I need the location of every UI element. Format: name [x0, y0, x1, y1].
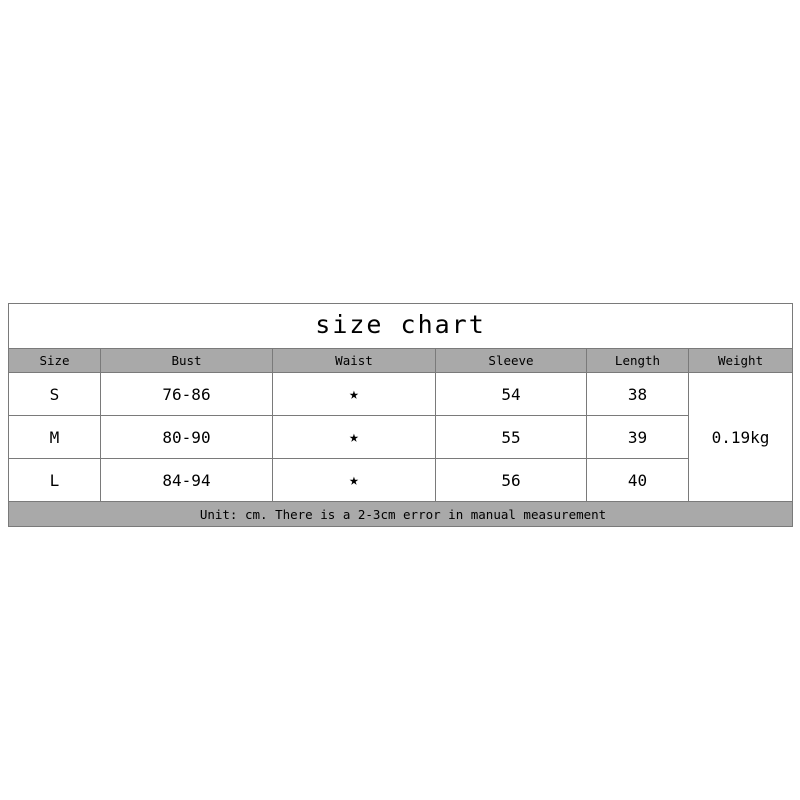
- cell-waist-star-icon: ★: [273, 459, 436, 502]
- table-row: [9, 416, 793, 459]
- table-row: [9, 459, 793, 502]
- chart-title: size chart: [9, 304, 793, 349]
- table-header-row: [9, 349, 793, 373]
- measurement-note: Unit: cm. There is a 2-3cm error in manual measurement: [9, 502, 793, 527]
- cell-waist-star-icon: ★: [273, 416, 436, 459]
- column-header-weight: Weight: [689, 349, 793, 373]
- cell-bust: 76-86: [101, 373, 273, 416]
- column-header-length: Length: [587, 349, 689, 373]
- cell-length: 38: [587, 373, 689, 416]
- column-header-sleeve: Sleeve: [436, 349, 587, 373]
- size-chart-container: [8, 303, 792, 527]
- cell-length: 39: [587, 416, 689, 459]
- cell-sleeve: 55: [436, 416, 587, 459]
- table-title-row: [9, 304, 793, 349]
- cell-length: 40: [587, 459, 689, 502]
- cell-bust: 80-90: [101, 416, 273, 459]
- cell-size: S: [9, 373, 101, 416]
- column-header-bust: Bust: [101, 349, 273, 373]
- table-row: [9, 373, 793, 416]
- cell-bust: 84-94: [101, 459, 273, 502]
- cell-weight: 0.19kg: [689, 373, 793, 502]
- cell-size: M: [9, 416, 101, 459]
- table-footer-row: [9, 502, 793, 527]
- cell-sleeve: 54: [436, 373, 587, 416]
- size-chart-table: [8, 303, 793, 527]
- column-header-waist: Waist: [273, 349, 436, 373]
- cell-size: L: [9, 459, 101, 502]
- column-header-size: Size: [9, 349, 101, 373]
- cell-sleeve: 56: [436, 459, 587, 502]
- cell-waist-star-icon: ★: [273, 373, 436, 416]
